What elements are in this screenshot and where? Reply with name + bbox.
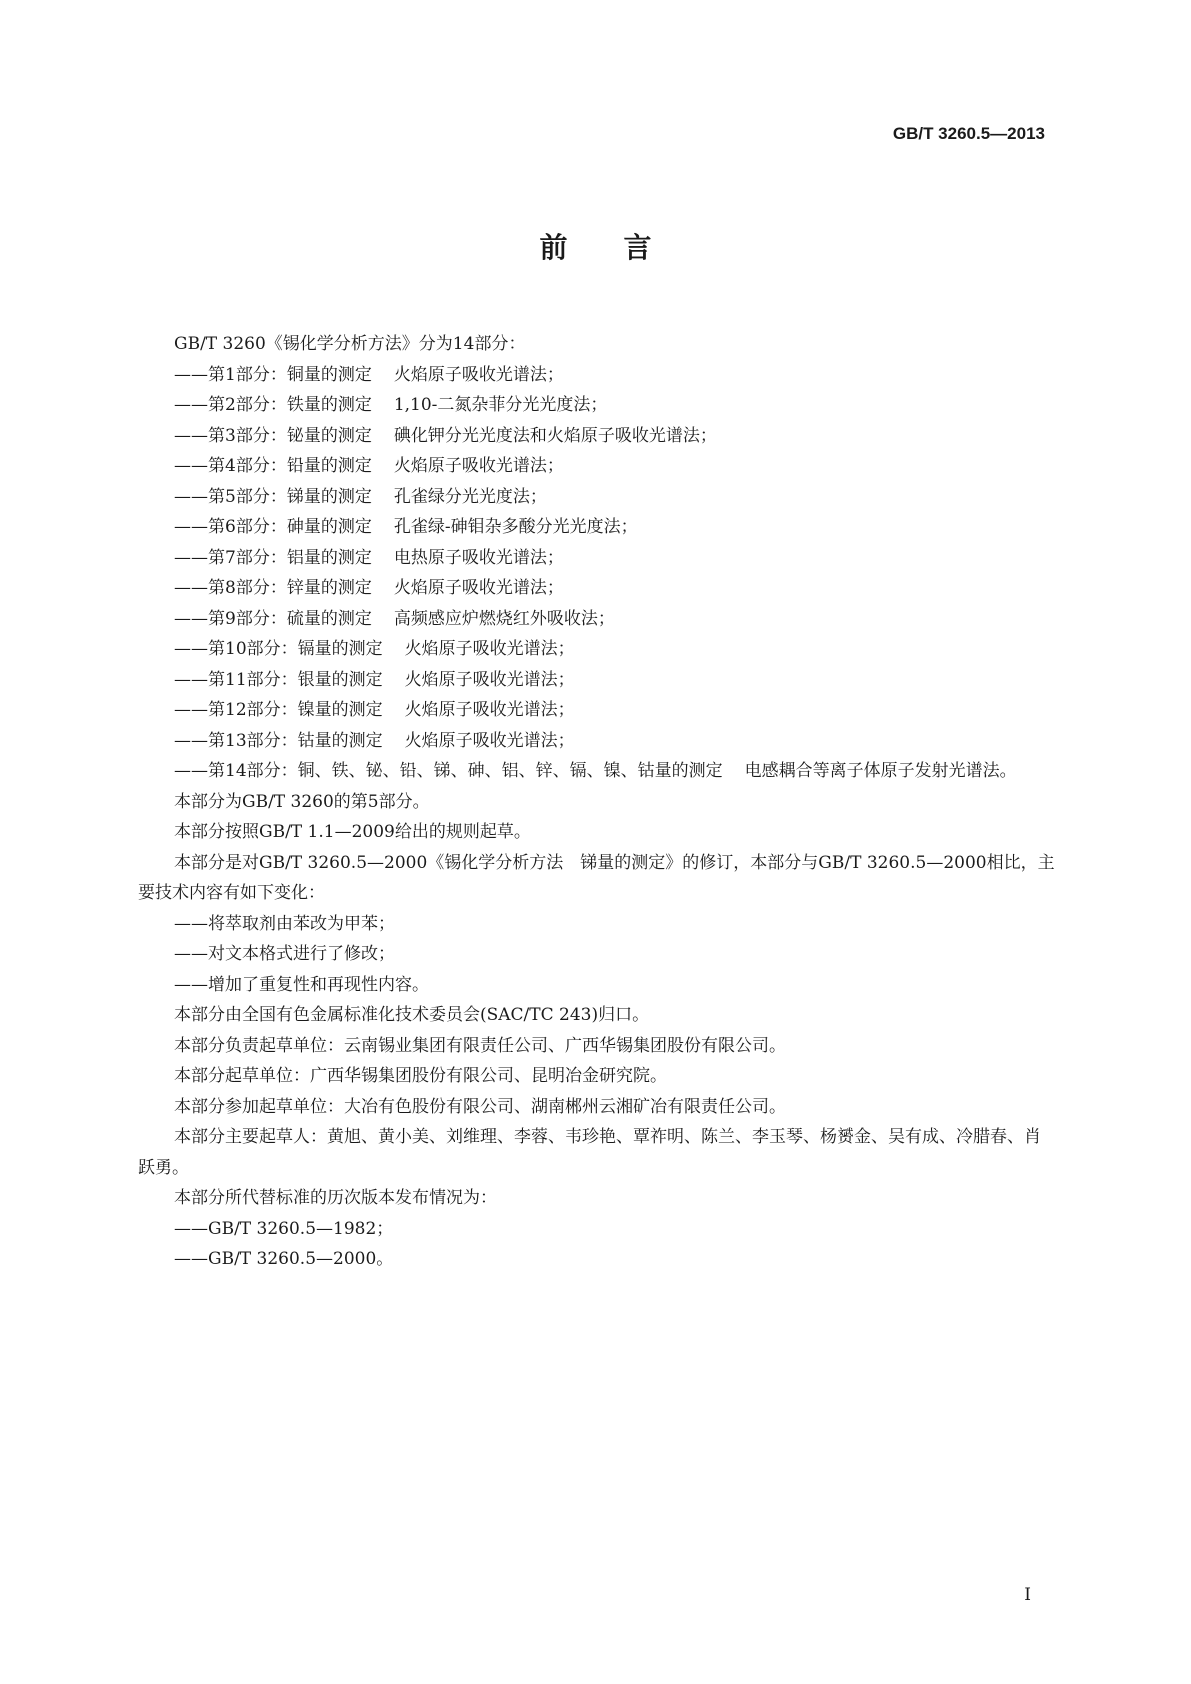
list-item: ——增加了重复性和再现性内容。 <box>174 974 429 995</box>
list-item <box>138 756 1055 787</box>
paragraph: 本部分起草单位：广西华锡集团股份有限公司、昆明冶金研究院。 <box>174 1066 667 1086</box>
part-label: ——第6部分：砷量的测定 <box>174 517 372 537</box>
part-label: ——第10部分：镉量的测定 <box>174 639 383 659</box>
paragraph: 本部分是对GB/T 3260.5—2000《锡化学分析方法 锑量的测定》的修订，本部分与GB/T 3260.5—2000相比，主要技术内容有如下变化： <box>138 852 1055 903</box>
part-method: 火焰原子吸收光谱法； <box>404 700 575 720</box>
part-method: 火焰原子吸收光谱法； <box>404 669 575 690</box>
part-label: ——第12部分：镍量的测定 <box>174 700 383 720</box>
list-item <box>138 604 1055 635</box>
list-item <box>138 360 1055 391</box>
list-item <box>138 634 1055 665</box>
list-item <box>138 451 1055 482</box>
part-method: 火焰原子吸收光谱法； <box>393 578 564 598</box>
part-method: 高频感应炉燃烧红外吸收法； <box>393 608 615 629</box>
paragraph: 本部分所代替标准的历次版本发布情况为： <box>174 1188 497 1208</box>
list-item <box>138 726 1055 757</box>
list-item: ——对文本格式进行了修改； <box>174 944 395 964</box>
part-label: ——第5部分：锑量的测定 <box>174 486 372 507</box>
part-method: 碘化钾分光光度法和火焰原子吸收光谱法； <box>393 425 717 446</box>
part-label: ——第7部分：铝量的测定 <box>174 547 372 568</box>
foreword-body <box>138 329 1055 1275</box>
part-method: 电感耦合等离子体原子发射光谱法。 <box>744 761 1017 781</box>
part-method: 孔雀绿分光光度法； <box>393 486 547 507</box>
paragraph: 本部分按照GB/T 1.1—2009给出的规则起草。 <box>174 822 531 842</box>
part-label: ——第11部分：银量的测定 <box>174 669 383 690</box>
list-item: ——将萃取剂由苯改为甲苯； <box>174 913 395 934</box>
list-item <box>138 512 1055 543</box>
part-label: ——第9部分：硫量的测定 <box>174 608 372 629</box>
part-method: 火焰原子吸收光谱法； <box>404 730 575 751</box>
part-method: 孔雀绿-砷钼杂多酸分光光度法； <box>393 517 638 537</box>
list-item <box>138 695 1055 726</box>
part-method: 火焰原子吸收光谱法； <box>393 364 564 385</box>
page-number: I <box>1024 1585 1031 1605</box>
paragraph: 本部分参加起草单位：大冶有色股份有限公司、湖南郴州云湘矿冶有限责任公司。 <box>174 1096 786 1117</box>
paragraph: 本部分为GB/T 3260的第5部分。 <box>174 791 430 812</box>
part-label: ——第13部分：钴量的测定 <box>174 730 383 751</box>
part-label: ——第8部分：锌量的测定 <box>174 578 372 598</box>
list-item <box>138 665 1055 696</box>
list-item <box>138 482 1055 513</box>
previous-versions-list <box>138 1214 1055 1275</box>
part-method: 火焰原子吸收光谱法； <box>404 639 575 659</box>
part-label: ——第4部分：铅量的测定 <box>174 456 372 476</box>
paragraph: 本部分负责起草单位：云南锡业集团有限责任公司、广西华锡集团股份有限公司。 <box>174 1035 786 1056</box>
paragraph: 本部分主要起草人：黄旭、黄小美、刘维理、李蓉、韦珍艳、覃祚明、陈兰、李玉琴、杨赟金、吴有成、冷腊春、肖跃勇。 <box>138 1127 1041 1178</box>
parts-list <box>138 360 1055 787</box>
intro-paragraph: GB/T 3260《锡化学分析方法》分为14部分： <box>174 334 526 354</box>
part-label: ——第3部分：铋量的测定 <box>174 425 372 446</box>
part-label: ——第2部分：铁量的测定 <box>174 395 372 415</box>
part-method: 1,10-二氮杂菲分光光度法； <box>393 395 608 415</box>
list-item <box>138 390 1055 421</box>
list-item <box>138 573 1055 604</box>
list-item <box>138 421 1055 452</box>
part-method: 火焰原子吸收光谱法； <box>393 456 564 476</box>
list-item: ——GB/T 3260.5—2000。 <box>174 1249 394 1269</box>
part-method: 电热原子吸收光谱法； <box>393 547 564 568</box>
standard-code: GB/T 3260.5—2013 <box>892 124 1045 143</box>
part-label: ——第1部分：铜量的测定 <box>174 364 372 385</box>
changes-list <box>138 909 1055 1001</box>
page-title: 前言 <box>539 231 708 264</box>
part-label: ——第14部分：铜、铁、铋、铅、锑、砷、铝、锌、镉、镍、钴量的测定 <box>174 761 723 781</box>
list-item <box>138 543 1055 574</box>
list-item: ——GB/T 3260.5—1982； <box>174 1218 394 1239</box>
paragraph: 本部分由全国有色金属标准化技术委员会(SAC/TC 243)归口。 <box>174 1005 650 1025</box>
